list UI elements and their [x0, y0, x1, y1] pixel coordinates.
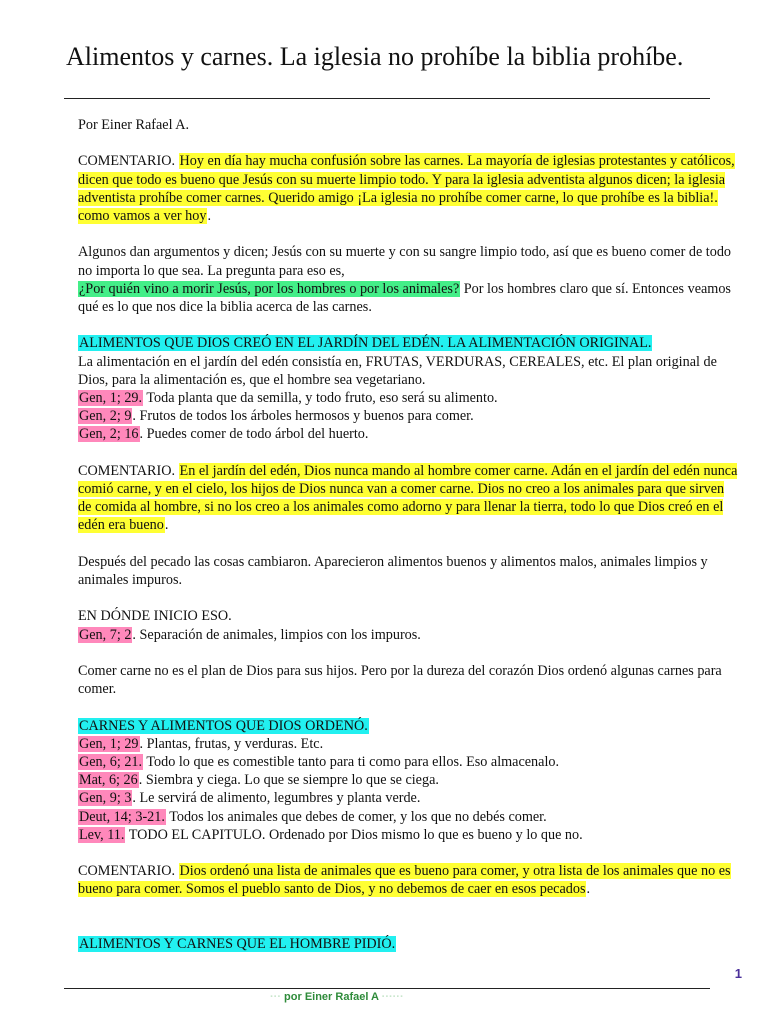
after-sin-paragraph: Después del pecado las cosas cambiaron. Aparecieron alimentos buenos y alimentos malos, animales limpios y animales impuros.: [78, 553, 708, 588]
verse-reference: Mat, 6; 26: [79, 772, 138, 789]
verse-reference: Lev, 11.: [79, 826, 125, 843]
verse-reference: Gen, 2; 16: [79, 426, 139, 443]
section-heading-human-request: ALIMENTOS Y CARNES QUE EL HOMBRE PIDIÓ.: [79, 935, 396, 952]
section-heading-original-food: ALIMENTOS QUE DIOS CREÓ EN EL JARDÍN DEL EDÉN. LA ALIMENTACIÓN ORIGINAL.: [79, 335, 652, 352]
highlighted-comment: Hoy en día hay mucha confusión sobre las carnes. La mayoría de iglesias protestantes y católicos, dicen que todo es bueno que Jesús con su muerte limpio todo. Y para la iglesia adventista algunos dicen; la iglesia adventista prohíbe comer carnes. Querido amigo ¡La iglesia no prohíbe comer carne, lo que prohíbe es la biblia!. como vamos a ver hoy: [78, 153, 735, 224]
section-heading-ordered-food: CARNES Y ALIMENTOS QUE DIOS ORDENÓ.: [79, 717, 368, 734]
verse-reference: Gen, 1; 29: [79, 735, 139, 752]
verse-line: Gen, 6; 21. Todo lo que es comestible tanto para ti como para ellos. Eso almacenalo.: [79, 753, 560, 770]
verse-line: Gen, 1; 29. Toda planta que da semilla, y todo fruto, eso será su alimento.: [79, 390, 498, 406]
highlighted-comment: Dios ordenó una lista de animales que es bueno para comer, y otra lista de los animales que no es bueno para comer. Somos el pueblo santo de Dios, y no debemos de caer en esos pecados: [78, 863, 731, 898]
author-line: Por Einer Rafael A.: [78, 117, 190, 133]
highlighted-comment: En el jardín del edén, Dios nunca mando al hombre comer carne. Adán en el jardín del edén nunca comió carne, y en el cielo, los hijos de Dios nunca van a comer carne. Dios no creo a los animales para que sirven de comida al hombre, si no los creo a los animales como adorno y para llenar la tierra, todo lo que Dios creó en el edén era bueno: [78, 462, 738, 534]
verse-line: Gen, 1; 29. Plantas, frutas, y verduras. Etc.: [79, 735, 324, 752]
comment-paragraph-2: COMENTARIO. En el jardín del edén, Dios nunca mando al hombre comer carne. Adán en el jardín del edén nunca comió carne, y en el cielo, los hijos de Dios nunca van a comer carne. Dios no creo a los animales para que sirven de comida al hombre, si no los creo a los animales como adorno y para llenar la tierra, todo lo que Dios creó en el edén era bueno.: [78, 462, 738, 534]
verse-line: Deut, 14; 3-21. Todos los animales que debes de comer, y los que no debés comer.: [79, 808, 547, 825]
verse-line: Gen, 2; 16. Puedes comer de todo árbol del huerto.: [79, 426, 369, 443]
document-body: [78, 116, 738, 953]
top-rule: [64, 98, 710, 99]
section-heading-origin: EN DÓNDE INICIO ESO.: [78, 608, 232, 625]
verse-line: Gen, 2; 9. Frutos de todos los árboles hermosos y buenos para comer.: [79, 408, 474, 425]
verse-line: Lev, 11. TODO EL CAPITULO. Ordenado por Dios mismo lo que es bueno y lo que no.: [79, 826, 583, 843]
comment-label: COMENTARIO.: [78, 462, 175, 479]
verse-line: Mat, 6; 26. Siembra y ciega. Lo que se siempre lo que se ciega.: [79, 772, 439, 789]
verse-line: Gen, 9; 3. Le servirá de alimento, legumbres y planta verde.: [79, 790, 421, 807]
comment-paragraph-1: COMENTARIO. Hoy en día hay mucha confusión sobre las carnes. La mayoría de iglesias protestantes y católicos, dicen que todo es bueno que Jesús con su muerte limpio todo. Y para la iglesia adventista algunos dicen; la iglesia adventista prohíbe comer carnes. Querido amigo ¡La iglesia no prohíbe comer carne, lo que prohíbe es la biblia!. como vamos a ver hoy.: [78, 153, 735, 224]
verse-reference: Gen, 9; 3: [79, 790, 132, 807]
verse-reference: Deut, 14; 3-21.: [79, 808, 165, 825]
verse-reference: Gen, 7; 2: [79, 626, 132, 643]
verse-reference: Gen, 6; 21.: [79, 753, 143, 770]
bottom-rule: [64, 988, 710, 989]
verse-reference: Gen, 2; 9: [79, 408, 132, 425]
argument-paragraph: Algunos dan argumentos y dicen; Jesús con su muerte y con su sangre limpio todo, así que es bueno comer de todo no importa lo que sea. La pregunta para eso es, ¿Por quién vino a morir Jesús, por los hombres o por los animales? Por los hombres claro que sí. Entonces veamos qué es lo que nos dice la biblia acerca de las carnes.: [78, 244, 732, 315]
document-title: Alimentos y carnes. La iglesia no prohíbe la biblia prohíbe.: [66, 42, 684, 71]
highlighted-question: ¿Por quién vino a morir Jesús, por los hombres o por los animales?: [79, 280, 460, 297]
page-number: 1: [734, 966, 742, 981]
plan-paragraph: Comer carne no es el plan de Dios para sus hijos. Pero por la dureza del corazón Dios ordenó algunas carnes para comer.: [78, 662, 722, 698]
verse-reference: Gen, 1; 29.: [79, 390, 143, 406]
comment-label: COMENTARIO.: [78, 153, 175, 170]
comment-label: COMENTARIO.: [78, 863, 175, 880]
footer-author: ··· por Einer Rafael A ······: [270, 991, 404, 1003]
original-food-paragraph: La alimentación en el jardín del edén consistía en, FRUTAS, VERDURAS, CEREALES, etc. El plan original de Dios, para la alimentación es, que el hombre sea vegetariano.: [78, 353, 717, 388]
comment-paragraph-3: COMENTARIO. Dios ordenó una lista de animales que es bueno para comer, y otra lista de los animales que no es bueno para comer. Somos el pueblo santo de Dios, y no debemos de caer en esos pecados.: [78, 863, 731, 898]
verse-line: Gen, 7; 2. Separación de animales, limpios con los impuros.: [79, 626, 421, 643]
